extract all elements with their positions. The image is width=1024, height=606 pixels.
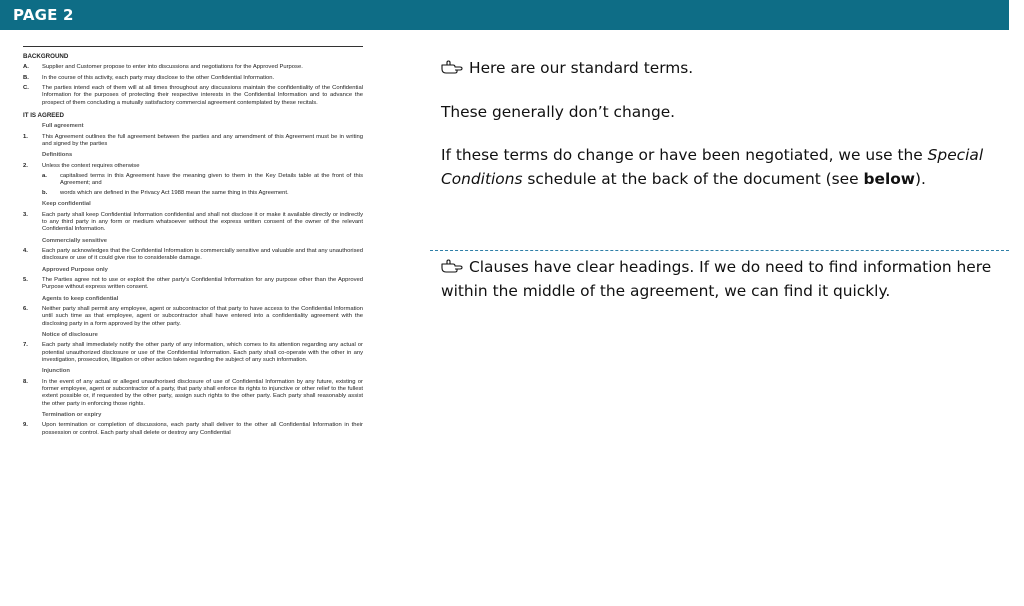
clause-heading: Agents to keep confidential bbox=[42, 295, 119, 302]
clause-4 bbox=[23, 248, 363, 263]
clause-text: In the event of any actual or alleged unauthorised disclosure of use of Confidential Information by any future, existing or former employee, agent or subcontractor of a party, that party shall enforce its rights to injunctive or other relief to the fullest extent possible or, if requested by the other party, assign such rights to the other party. Each party shall reasonably assist the other party in enforcing those rights. bbox=[42, 378, 363, 407]
clause-6 bbox=[23, 306, 363, 328]
recital-text: In the course of this activity, each party may disclose to the other Confidential Information. bbox=[42, 74, 275, 81]
below-reference: below bbox=[863, 169, 916, 188]
clause-heading: Notice of disclosure bbox=[42, 331, 98, 338]
clause-5 bbox=[23, 277, 363, 292]
annotation-standard-terms bbox=[441, 57, 1001, 191]
clause-number: 5. bbox=[23, 276, 28, 283]
clause-heading: Full agreement bbox=[42, 123, 84, 130]
subclause-a bbox=[23, 173, 363, 188]
subclause-number: b. bbox=[42, 189, 48, 196]
subclause-number: a. bbox=[42, 173, 47, 180]
clause-number: 3. bbox=[23, 211, 28, 218]
clause-heading: Keep confidential bbox=[42, 201, 91, 208]
recital-a bbox=[23, 64, 363, 71]
special-conditions-term: Special Conditions bbox=[441, 146, 984, 188]
note-text: ). bbox=[915, 169, 926, 188]
clause-heading: Termination or expiry bbox=[42, 412, 102, 419]
note-text: These generally don’t change. bbox=[441, 102, 676, 121]
page-banner bbox=[0, 0, 1009, 30]
clause-heading: Injunction bbox=[42, 368, 70, 375]
clause-number: 1. bbox=[23, 133, 28, 140]
recital-number: B. bbox=[23, 74, 29, 81]
dashed-divider bbox=[430, 250, 1009, 251]
clause-8 bbox=[23, 379, 363, 408]
note-text: schedule at the back of the document (see bbox=[522, 169, 864, 188]
clause-9 bbox=[23, 422, 363, 437]
subclause-text: words which are defined in the Privacy Act 1988 mean the same thing in this Agreement. bbox=[60, 189, 289, 196]
note-line bbox=[441, 57, 1001, 81]
note-text: If these terms do change or have been negotiated, we use the bbox=[441, 146, 928, 164]
recital-number: C. bbox=[23, 85, 29, 92]
note-text: Clauses have clear headings. If we do need to find information here within the middle of the agreement, we can find it quickly. bbox=[441, 258, 992, 300]
subclause-text: capitalised terms in this Agreement have the meaning given to them in the Key Details table at the front of this Agreement; and bbox=[60, 173, 363, 187]
background-heading: BACKGROUND bbox=[23, 53, 69, 60]
clause-text: The Parties agree not to use or exploit the other party's Confidential Information for any purpose other than the Approved Purpose without express written consent. bbox=[42, 276, 363, 291]
subclause-b bbox=[23, 190, 363, 197]
clause-text: This Agreement outlines the full agreement between the parties and any amendment of this Agreement must be in writing and signed by the parties bbox=[42, 133, 363, 148]
clause-text: Neither party shall permit any employee, agent or subcontractor of that party to have access to the Confidential Information until such time as that employee, agent or subcontractor shall have entered into a confidentiality agreement with the disclosing party in a form approved by the other party. bbox=[42, 305, 363, 327]
pointing-hand-icon bbox=[441, 60, 463, 74]
clause-number: 8. bbox=[23, 378, 28, 385]
clause-heading: Commercially sensitive bbox=[42, 237, 107, 244]
recital-text: Supplier and Customer propose to enter into discussions and negotiations for the Approved Purpose. bbox=[42, 64, 303, 71]
clause-3 bbox=[23, 212, 363, 234]
clause-text: Each party shall keep Confidential Information confidential and shall not disclose it or make it available directly or indirectly to any third party in any form or medium whatsoever without the express written consent of the owner of the relevant Confidential Information. bbox=[42, 211, 363, 233]
agreed-heading: IT IS AGREED bbox=[23, 112, 65, 120]
page-title: PAGE 2 bbox=[13, 6, 74, 24]
recital-text: The parties intend each of them will at all times throughout any discussions maintain the confidentiality of the Confidential Information for the purposes of protecting their respective interests in the Confidential Information and to advance the prospect of them concluding a mutually satisfactory commercial agreement contemplated by these recitals. bbox=[42, 85, 363, 106]
clause-2 bbox=[23, 163, 363, 170]
note-text: Here are our standard terms. bbox=[469, 59, 694, 77]
clause-7 bbox=[23, 342, 363, 364]
clause-text: Each party shall immediately notify the other party of any information, which comes to its attention regarding any actual or potential unauthorized disclosure or use of the Confidential Information. Each party shall co-operate with the other in any investigation, prosecution, litigation or other action taken regarding the subject of any such information. bbox=[42, 342, 363, 363]
clause-number: 7. bbox=[23, 342, 28, 349]
clause-number: 4. bbox=[23, 247, 28, 254]
clause-1 bbox=[23, 134, 363, 149]
note-paragraph bbox=[441, 144, 1001, 191]
clause-number: 6. bbox=[23, 305, 28, 312]
clause-number: 9. bbox=[23, 422, 28, 429]
clause-text: Each party acknowledges that the Confidential Information is commercially sensitive and valuable and that any unauthorised disclosure or use of it could give rise to considerable damage. bbox=[42, 247, 363, 262]
recital-c bbox=[23, 85, 363, 107]
document-top-rule bbox=[23, 46, 363, 47]
note-paragraph bbox=[441, 256, 1001, 303]
pointing-hand-icon bbox=[441, 259, 463, 273]
annotation-clause-headings bbox=[441, 256, 1001, 303]
clause-heading: Definitions bbox=[42, 152, 73, 159]
clause-text: Unless the context requires otherwise bbox=[42, 162, 140, 169]
clause-text: Upon termination or completion of discussions, each party shall deliver to the other all Confidential Information in their possession or control. Each party shall delete or destroy any Confidential bbox=[42, 422, 363, 436]
clause-number: 2. bbox=[23, 162, 28, 169]
recital-number: A. bbox=[23, 64, 29, 71]
clause-heading: Approved Purpose only bbox=[42, 266, 108, 273]
recital-b bbox=[23, 75, 363, 82]
agreement-document-page bbox=[23, 46, 363, 440]
